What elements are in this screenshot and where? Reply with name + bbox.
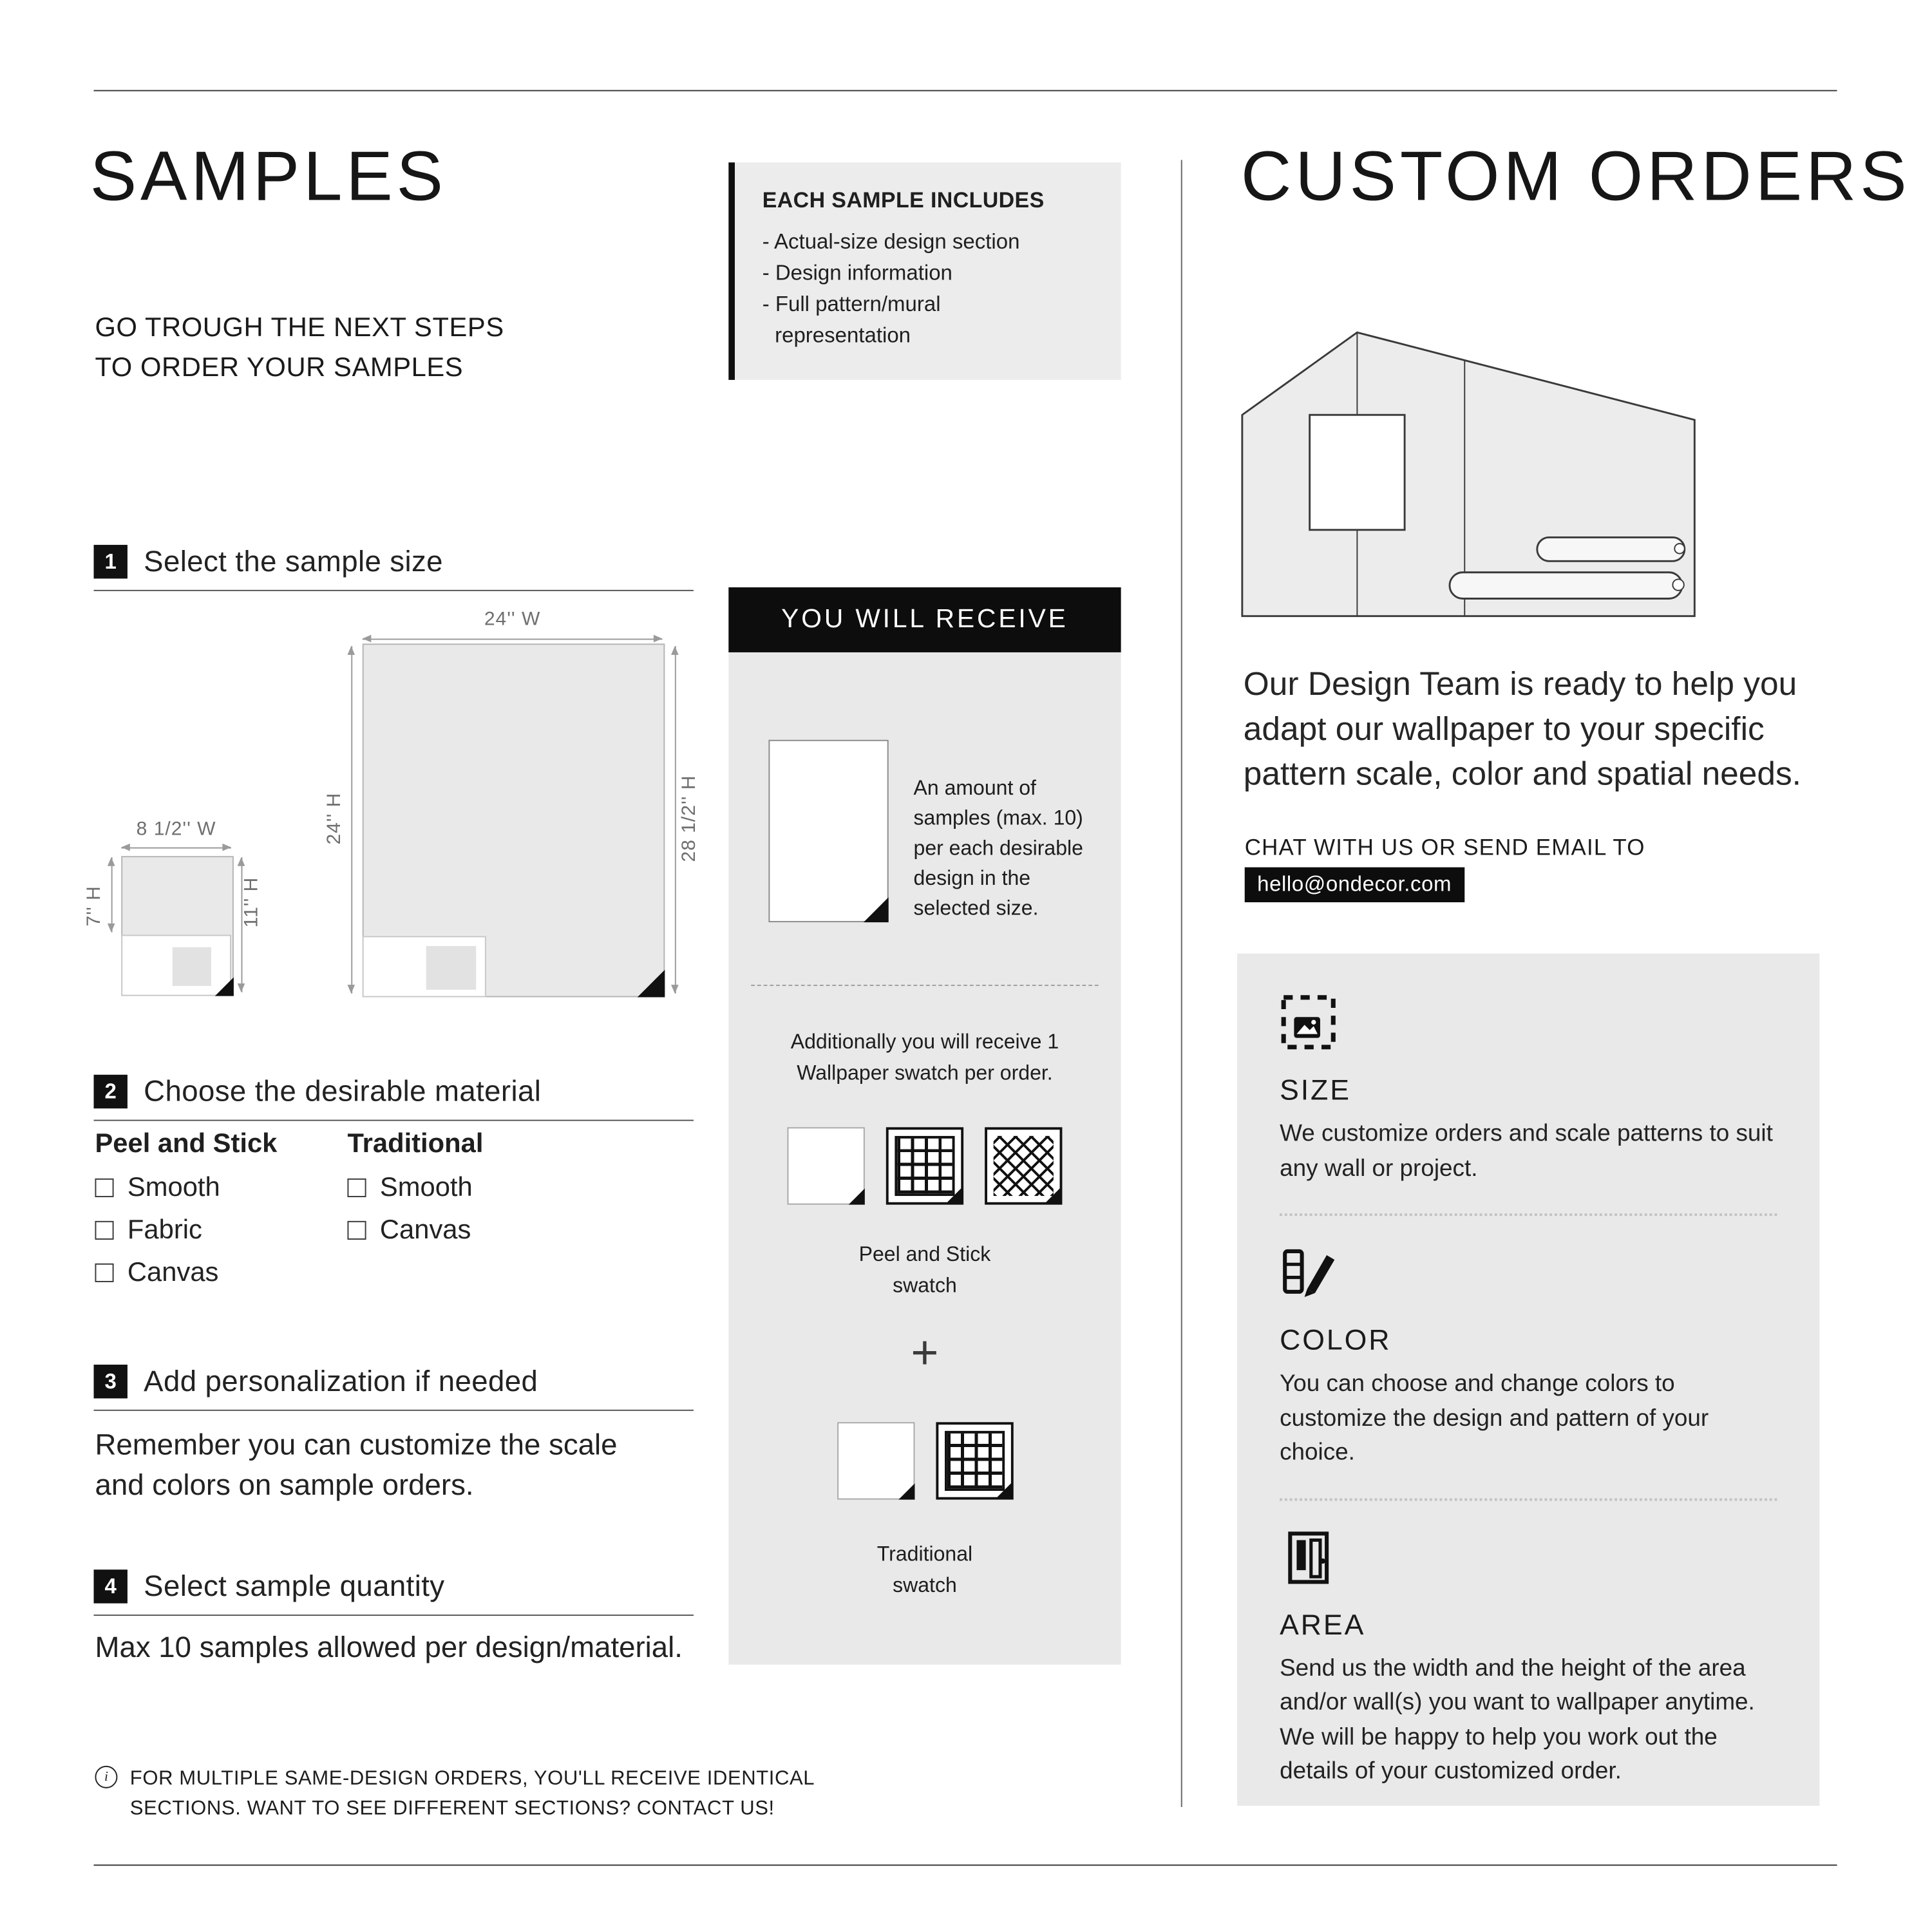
- feature-area-name: AREA: [1280, 1607, 1366, 1641]
- blank-swatch-icon: [788, 1127, 865, 1204]
- blank-swatch-icon: [837, 1422, 914, 1499]
- receive-panel: [728, 587, 1121, 1665]
- dotted-divider: [1280, 1498, 1777, 1501]
- swatch-fold-corner: [1045, 1187, 1061, 1203]
- peel-swatch-label: [751, 1240, 1098, 1302]
- feature-size-name: SIZE: [1280, 1073, 1351, 1106]
- step-3-number: 3: [94, 1365, 128, 1398]
- material-option-peel-smooth[interactable]: [95, 1172, 277, 1204]
- dim-label-small-height-left: 7'' H: [84, 886, 106, 927]
- includes-item: - Full pattern/mural representation: [762, 292, 941, 348]
- wallpaper-roll-top: [1537, 537, 1685, 561]
- step-1-number: 1: [94, 545, 128, 578]
- checkbox-icon[interactable]: [95, 1179, 113, 1197]
- dim-arrow-small-height-left: [111, 857, 113, 932]
- dim-label-large-height-right: 28 1/2'' H: [678, 775, 700, 862]
- includes-item: - Actual-size design section: [762, 230, 1020, 254]
- traditional-swatch-row: [728, 1422, 1121, 1499]
- dim-arrow-small-width: [121, 848, 231, 849]
- material-option-traditional-canvas[interactable]: [347, 1215, 483, 1246]
- large-sample-inset-gray: [426, 946, 477, 990]
- includes-box: [728, 162, 1121, 379]
- size-selection-icon: [1280, 994, 1337, 1051]
- receive-additional-text: Additionally you will receive 1 Wallpaper swatch per order.: [790, 1030, 1059, 1084]
- crosshatch-swatch-icon: [985, 1127, 1062, 1204]
- step-4-label: Select sample quantity: [144, 1569, 445, 1602]
- receive-header: YOU WILL RECEIVE: [728, 587, 1121, 652]
- custom-info-box: [1237, 954, 1819, 1806]
- step-3-text: Remember you can customize the scale and colors on sample orders.: [95, 1428, 618, 1502]
- grid-swatch-icon: [886, 1127, 963, 1204]
- footnote: [95, 1765, 880, 1824]
- traditional-swatch-label: [751, 1540, 1098, 1602]
- materials-peel-column: [95, 1128, 277, 1300]
- swatch-fold-corner: [898, 1483, 914, 1499]
- small-sample-rect: [121, 856, 234, 996]
- bottom-rule: [94, 1864, 1837, 1866]
- small-sample-inset-gray: [173, 947, 211, 986]
- custom-intro-text: Our Design Team is ready to help you adapt our wallpaper to your specific pattern scale, color and spatial needs.: [1243, 665, 1801, 792]
- small-sample-fold-corner: [215, 977, 234, 996]
- feature-color-name: COLOR: [1280, 1323, 1392, 1356]
- swatch-fold-corner: [996, 1482, 1012, 1498]
- dim-arrow-large-width: [363, 639, 663, 640]
- vertical-divider: [1181, 160, 1182, 1807]
- dim-arrow-large-height-left: [351, 646, 352, 993]
- samples-intro: [95, 307, 504, 388]
- step-3: [94, 1365, 694, 1411]
- step-4-number: 4: [94, 1569, 128, 1603]
- swatch-fold-corner: [849, 1188, 865, 1204]
- includes-title: EACH SAMPLE INCLUDES: [762, 187, 1045, 213]
- large-sample-rect: [363, 643, 665, 997]
- feature-area: [1280, 1528, 1777, 1790]
- dashed-divider: [751, 985, 1098, 986]
- material-option-peel-fabric[interactable]: [95, 1215, 277, 1246]
- material-option-label: Canvas: [379, 1215, 471, 1245]
- checkbox-icon[interactable]: [347, 1221, 366, 1240]
- wallpaper-house-illustration: [1240, 327, 1697, 620]
- samples-intro-line-2: TO ORDER YOUR SAMPLES: [95, 352, 464, 383]
- step-4: [94, 1569, 694, 1616]
- step-2-label: Choose the desirable material: [144, 1074, 542, 1108]
- peel-and-stick-title: Peel and Stick: [95, 1128, 278, 1159]
- step-2-number: 2: [94, 1075, 128, 1108]
- swatch-fold-corner: [946, 1187, 962, 1203]
- feature-area-text: Send us the width and the height of the area and/or wall(s) you want to wallpaper anytime. We will be happy to help you work out the details of your customized order.: [1280, 1655, 1755, 1785]
- samples-intro-line-1: GO TROUGH THE NEXT STEPS: [95, 312, 504, 343]
- traditional-swatch-label-line-1: Traditional: [876, 1543, 973, 1566]
- grid-swatch-icon: [935, 1422, 1012, 1499]
- feature-size-text: We customize orders and scale patterns to suit any wall or project.: [1280, 1121, 1773, 1182]
- checkbox-icon[interactable]: [347, 1179, 366, 1197]
- page-fold-corner: [864, 897, 889, 922]
- frame-rect: [1310, 415, 1405, 530]
- checkbox-icon[interactable]: [95, 1264, 113, 1282]
- email-badge[interactable]: hello@ondecor.com: [1245, 867, 1464, 902]
- top-rule: [94, 90, 1837, 91]
- plus-icon: +: [911, 1327, 939, 1380]
- traditional-swatch-label-line-2: swatch: [893, 1574, 957, 1597]
- materials-traditional-column: [347, 1128, 483, 1257]
- checkbox-icon[interactable]: [95, 1221, 113, 1240]
- dim-label-small-width: 8 1/2'' W: [136, 819, 216, 840]
- footnote-text: FOR MULTIPLE SAME-DESIGN ORDERS, YOU'LL RECEIVE IDENTICAL SECTIONS. WANT TO SEE DIFFERENT SECTIONS? CONTACT US!: [129, 1768, 814, 1820]
- material-option-label: Smooth: [127, 1172, 220, 1202]
- includes-item: - Design information: [762, 261, 952, 285]
- peel-swatch-row: [728, 1127, 1121, 1204]
- material-option-label: Canvas: [127, 1257, 219, 1287]
- step-3-label: Add personalization if needed: [144, 1365, 538, 1397]
- samples-title: SAMPLES: [90, 136, 447, 215]
- sample-page-icon: [768, 740, 888, 922]
- color-swatches-icon: [1280, 1244, 1337, 1301]
- wallpaper-roll-bottom: [1450, 573, 1682, 599]
- peel-swatch-label-line-1: Peel and Stick: [858, 1243, 991, 1266]
- material-option-label: Smooth: [379, 1172, 473, 1202]
- step-2: [94, 1075, 694, 1121]
- info-icon: i: [95, 1766, 117, 1788]
- step-1: [94, 545, 694, 591]
- large-sample-fold-corner: [638, 970, 665, 998]
- feature-size: [1280, 994, 1777, 1186]
- wall-area-icon: [1280, 1528, 1337, 1586]
- dotted-divider: [1280, 1213, 1777, 1216]
- feature-color-text: You can choose and change colors to customize the design and pattern of your choice.: [1280, 1370, 1709, 1466]
- dim-arrow-large-height-right: [675, 646, 676, 993]
- dim-label-large-height-left: 24'' H: [323, 792, 345, 845]
- dim-label-small-height-right: 11'' H: [241, 876, 263, 928]
- material-option-peel-canvas[interactable]: [95, 1257, 277, 1289]
- feature-color: [1280, 1244, 1777, 1470]
- custom-orders-title: CUSTOM ORDERS: [1240, 136, 1911, 215]
- receive-samples-text: An amount of samples (max. 10) per each desirable design in the selected size.: [913, 777, 1083, 920]
- peel-swatch-label-line-2: swatch: [893, 1274, 957, 1297]
- traditional-title: Traditional: [347, 1128, 484, 1159]
- step-1-label: Select the sample size: [144, 545, 443, 578]
- material-option-label: Fabric: [127, 1215, 202, 1245]
- chat-label: CHAT WITH US OR SEND EMAIL TO: [1244, 835, 1645, 860]
- dim-label-large-width: 24'' W: [484, 609, 541, 630]
- step-4-text: Max 10 samples allowed per design/material.: [95, 1631, 683, 1663]
- large-sample-inset: [363, 936, 486, 997]
- material-option-traditional-smooth[interactable]: [347, 1172, 483, 1204]
